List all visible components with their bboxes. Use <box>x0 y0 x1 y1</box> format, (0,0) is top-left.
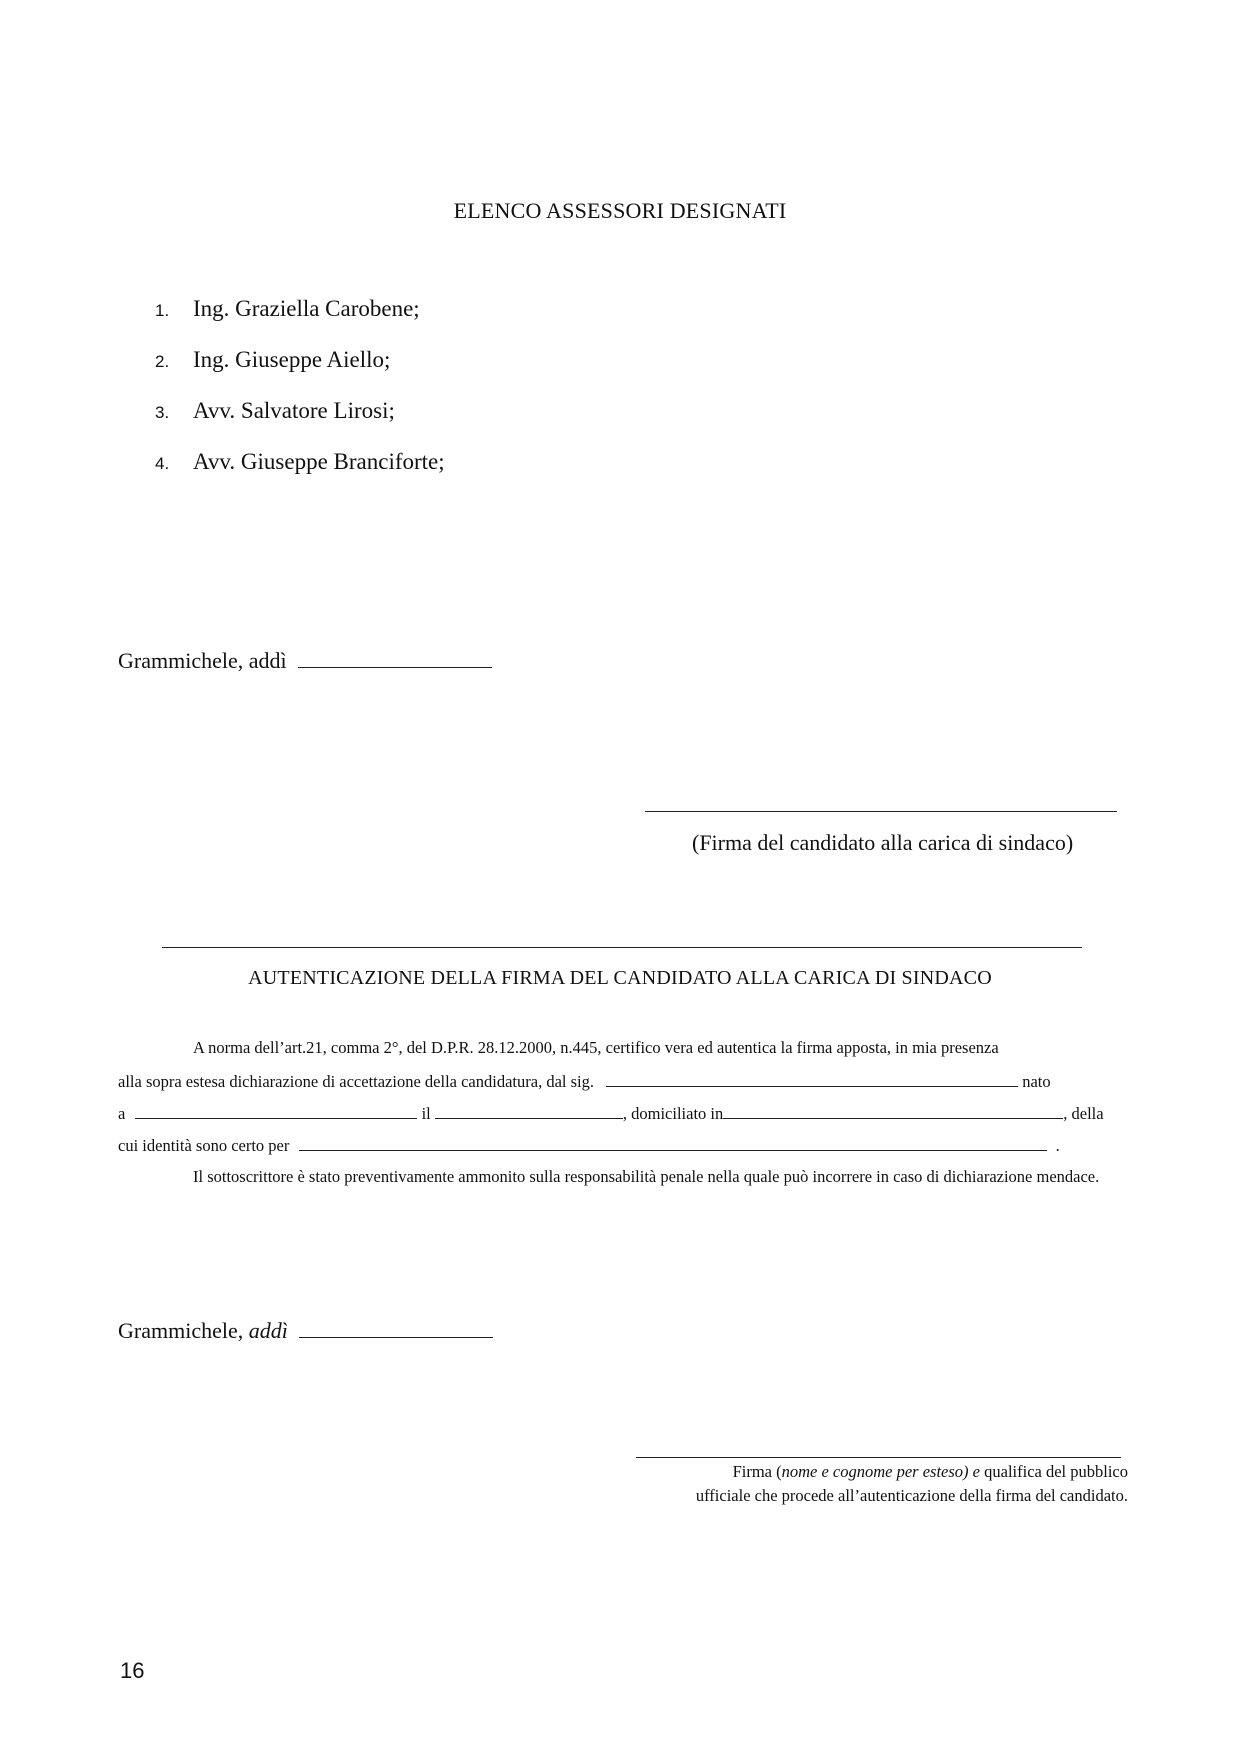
birthplace-blank[interactable] <box>135 1102 417 1119</box>
identification-blank[interactable] <box>299 1134 1047 1151</box>
list-item-name: Ing. Giuseppe Aiello; <box>193 347 391 372</box>
section-divider <box>162 947 1082 948</box>
label-fragment: Firma ( <box>732 1462 782 1481</box>
list-item-number: 4. <box>155 454 170 473</box>
birthdate-blank[interactable] <box>435 1102 623 1119</box>
auth-text-paragraph-2: Il sottoscrittore è stato preventivamente ammonito sulla responsabilità penale nella quale può incorrere in caso di dichiarazione mendace. <box>193 1167 1100 1186</box>
list-item-name: Ing. Graziella Carobene; <box>193 296 420 321</box>
auth-text-line-2 <box>118 1070 1051 1092</box>
candidate-name-blank[interactable] <box>606 1070 1018 1087</box>
list-item-name: Avv. Giuseppe Branciforte; <box>193 449 445 474</box>
place-date-line <box>118 1318 493 1344</box>
auth-text-fragment: , della <box>1063 1104 1104 1123</box>
domicile-blank[interactable] <box>723 1102 1063 1119</box>
label-fragment: qualifica del pubblico <box>980 1462 1128 1481</box>
list-item <box>155 347 445 398</box>
place-date-label: Grammichele, addì <box>118 648 287 673</box>
auth-text-line-1: A norma dell’art.21, comma 2°, del D.P.R. 28.12.2000, n.445, certifico vera ed autentica la firma apposta, in mia presenza <box>193 1038 999 1057</box>
page-number: 16 <box>120 1658 145 1683</box>
auth-text-fragment: . <box>1055 1136 1060 1155</box>
page-title: ELENCO ASSESSORI DESIGNATI <box>453 198 787 223</box>
list-item <box>155 296 445 347</box>
official-signature-label <box>628 1460 1128 1508</box>
authentication-title: AUTENTICAZIONE DELLA FIRMA DEL CANDIDATO ALLA CARICA DI SINDACO <box>248 967 992 989</box>
label-fragment-italic: nome e cognome per esteso) e <box>781 1462 980 1481</box>
auth-text-fragment: nato <box>1022 1072 1051 1091</box>
list-item <box>155 398 445 449</box>
list-item <box>155 449 445 500</box>
auth-text-fragment: alla sopra estesa dichiarazione di accettazione della candidatura, dal sig. <box>118 1072 594 1091</box>
official-signature-label-line-2: ufficiale che procede all’autenticazione della firma del candidato. <box>695 1486 1128 1505</box>
auth-text-fragment: cui identità sono certo per <box>118 1136 290 1155</box>
candidate-signature-line[interactable] <box>645 811 1117 812</box>
list-item-number: 1. <box>155 301 170 320</box>
place-date-label-italic: addì <box>248 1318 288 1343</box>
auth-text-fragment: a <box>118 1104 126 1123</box>
place-date-line <box>118 648 492 674</box>
place-date-label: Grammichele, <box>118 1318 244 1343</box>
auth-text-line-4 <box>118 1134 1060 1156</box>
list-item-number: 3. <box>155 403 170 422</box>
list-item-number: 2. <box>155 352 170 371</box>
official-signature-line[interactable] <box>636 1457 1121 1458</box>
auth-text-fragment: il <box>421 1104 431 1123</box>
date-blank[interactable] <box>299 1321 493 1338</box>
auth-text-fragment: , domiciliato in <box>622 1104 724 1123</box>
official-signature-label-line-1 <box>628 1460 1128 1484</box>
candidate-signature-label: (Firma del candidato alla carica di sindaco) <box>692 830 1074 855</box>
date-blank[interactable] <box>298 651 492 668</box>
assessori-list <box>155 296 445 500</box>
auth-text-line-3 <box>118 1102 1104 1124</box>
list-item-name: Avv. Salvatore Lirosi; <box>193 398 395 423</box>
